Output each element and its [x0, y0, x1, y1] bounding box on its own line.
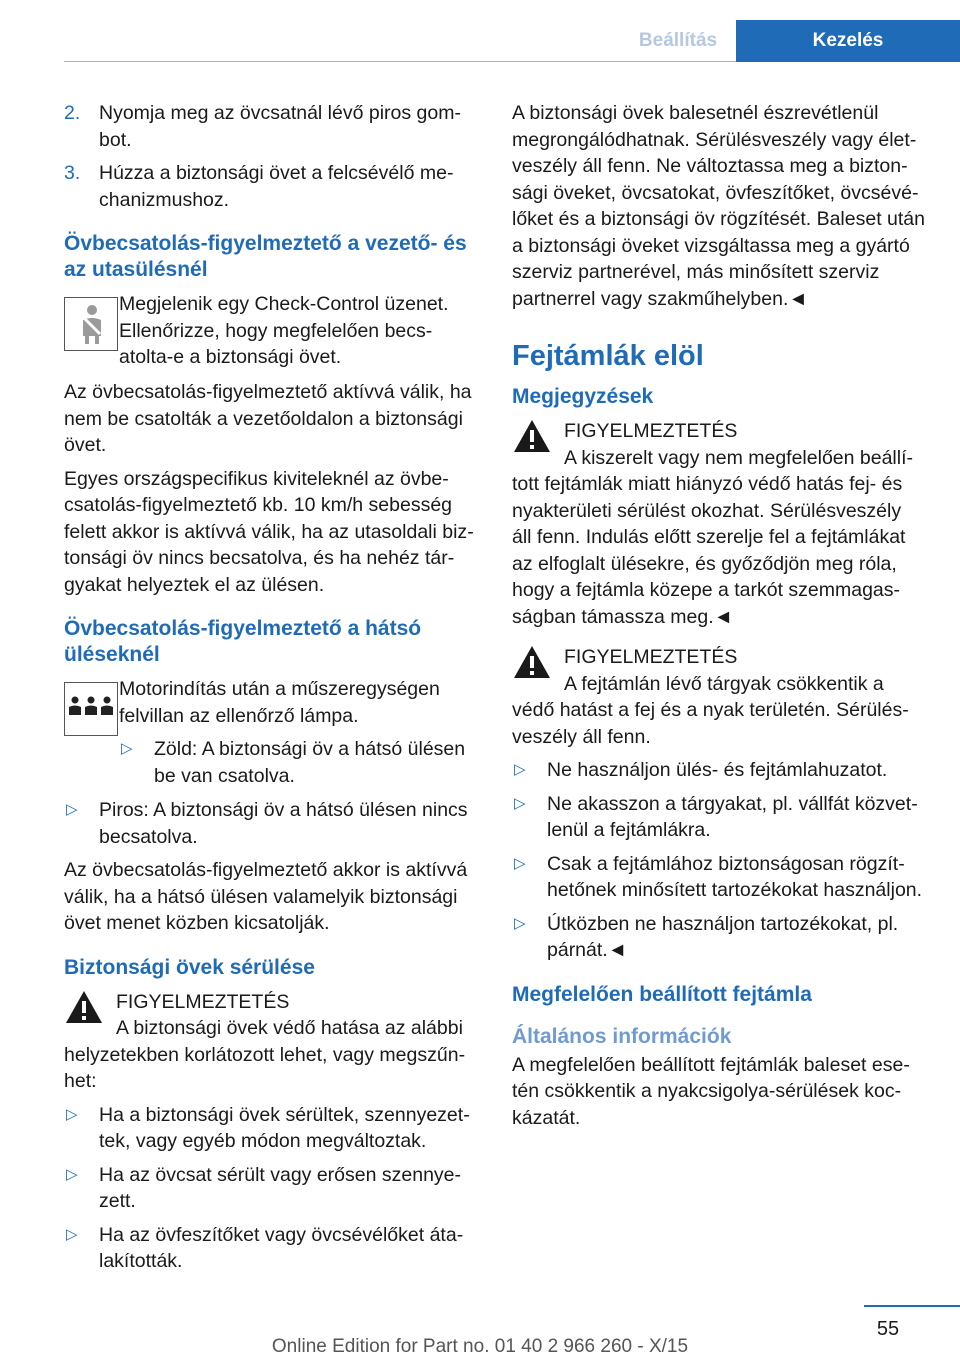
triangle-bullet-icon: ▷ — [514, 914, 526, 932]
heading-rear-seatbelt-warning: Övbecsatolás-figyelmeztető a hátsó üléseknél — [64, 617, 422, 666]
left-column — [64, 100, 478, 1282]
heading-driver-seatbelt-warning: Övbecsatolás-figyelmeztető a vezető- és az utasülésnél — [64, 232, 467, 281]
list-item — [64, 1162, 478, 1215]
warning-triangle-icon — [512, 418, 552, 454]
paragraph: Az övbecsatolás-figyelmeztető akkor is aktívvá válik, ha a hátsó ülésen valamelyik biztonsági övet menet közben kicsatolják. — [64, 859, 468, 934]
rear-icon-block — [64, 676, 478, 789]
triangle-bullet-icon: ▷ — [514, 794, 526, 812]
list-item — [512, 791, 926, 844]
warning-title: FIGYELMEZTETÉS — [116, 990, 290, 1013]
list-item-text: Piros: A biztonsági öv a hátsó ülésen nincs becsatolva. — [99, 799, 468, 848]
driver-icon-text: Megjelenik egy Check-Control üzenet. Ellenőrizze, hogy megfelelően becsatolta-e a biztonsági övet. — [119, 293, 449, 368]
list-item-text: Ne akasszon a tárgyakat, pl. vállfát közvetlenül a fejtámlákra. — [547, 792, 918, 841]
seatbelt-icon — [64, 297, 118, 351]
heading-seatbelt-damage: Biztonsági övek sérülése — [64, 955, 315, 979]
list-item-text: Ha a biztonsági övek sérültek, szennyezettek, vagy egyéb módon megváltoztak. — [99, 1103, 470, 1152]
heading-correct-headrest: Megfelelően beállított fejtámla — [512, 982, 812, 1006]
heading-notes: Megjegyzések — [512, 385, 654, 408]
heading-general-info: Általános információk — [512, 1024, 732, 1048]
list-item-green — [119, 736, 478, 789]
rear-seats-icon — [64, 682, 118, 736]
warning-text: A fejtámlán lévő tárgyak csökkentik a védő hatást a fej és a nyak területén. Sérülésveszély áll fenn. — [512, 672, 909, 748]
list-item-text: Útközben ne használjon tartozékokat, pl. párnát.◄ — [547, 912, 899, 961]
triangle-bullet-icon: ▷ — [66, 1165, 78, 1183]
paragraph: Egyes országspecifikus kiviteleknél az övbecsatolás-figyelmeztető kb. 10 km/h sebesség felett akkor is aktívvá válik, ha az utasoldali biztonsági öv nincs becsatolva, és ha nehéz tárgyakat helyeztek el az ülésen. — [64, 467, 474, 596]
triangle-bullet-icon: ▷ — [66, 1225, 78, 1243]
step-number: 3. — [64, 162, 81, 184]
list-item-text: Csak a fejtámlához biztonságosan rögzíthetőnek minősített tartozékokat használjon. — [547, 852, 923, 901]
step-number: 2. — [64, 102, 81, 124]
tab-beallitas[interactable]: Beállítás — [638, 30, 718, 51]
warning-text: A kiszerelt vagy nem megfelelően beállított fejtámlák miatt hiányzó védő hatás fej- és nyakterületi sérülést okozhat. Sérülésveszély áll fenn. Indulás előtt szerelje fel a fejtámlákat az elfoglalt ülésekre, és győződjön meg róla, hogy a fejtámla közepe a tarkót szemmagasságban támassza meg.◄ — [512, 446, 914, 628]
warning-triangle-icon — [512, 644, 552, 680]
warning-title: FIGYELMEZTETÉS — [564, 646, 738, 668]
paragraph: A biztonsági övek balesetnél észrevétlenül megrongálódhatnak. Sérülésveszély vagy életveszély áll fenn. Ne változtassa meg a biztonsági öveket, övcsatokat, övfeszítőket, övcsévélőket és a biztonsági öv rögzítését. Baleset után a biztonsági öveket vizsgáltassa meg a gyártó szerviz partnerével, más minősített szerviz partnerrel vagy szakműhelyben.◄ — [512, 102, 925, 310]
warning-block — [512, 644, 926, 750]
tab-kezeles[interactable]: Kezelés — [736, 20, 960, 62]
list-item — [64, 1222, 478, 1275]
edition-footer: Online Edition for Part no. 01 40 2 966 260 - X/15 — [271, 1336, 689, 1357]
warning-text: A biztonsági övek védő hatása az alábbi helyzetekben korlátozott lehet, vagy megszűnhet: — [64, 1017, 466, 1092]
page-number: 55 — [876, 1318, 900, 1340]
paragraph: Az övbecsatolás-figyelmeztető aktívvá válik, ha nem be csatolták a vezetőoldalon a biztonsági övet. — [64, 381, 472, 456]
list-item-text: Zöld: A biztonsági öv a hátsó ülésen be van csatolva. — [154, 738, 466, 787]
list-item-text: Ha az övcsat sérült vagy erősen szennyezett. — [99, 1163, 462, 1212]
step-text: Nyomja meg az övcsatnál lévő piros gombot. — [99, 102, 461, 151]
step-text: Húzza a biztonsági övet a felcsévélő mechanizmushoz. — [99, 162, 454, 211]
warning-title: FIGYELMEZTETÉS — [564, 420, 738, 442]
list-item — [512, 911, 926, 964]
step-3 — [64, 160, 478, 213]
step-2 — [64, 100, 478, 153]
heading-front-headrests: Fejtámlák elöl — [512, 340, 704, 372]
list-item — [512, 757, 926, 784]
list-item-text: Ha az övfeszítőket vagy övcsévélőket átalakították. — [99, 1223, 464, 1272]
list-item — [64, 1102, 478, 1155]
triangle-bullet-icon: ▷ — [66, 1105, 78, 1123]
paragraph: A megfelelően beállított fejtámlák baleset esetén csökkentik a nyakcsigolya-sérülések kockázatát. — [512, 1053, 910, 1129]
warning-triangle-icon — [64, 989, 104, 1025]
triangle-bullet-icon: ▷ — [121, 740, 133, 757]
warning-block — [64, 989, 478, 1095]
warning-block — [512, 418, 926, 630]
list-item — [512, 851, 926, 904]
list-item-text: Ne használjon ülés- és fejtámlahuzatot. — [547, 759, 888, 781]
right-column — [512, 100, 926, 1138]
rear-icon-text: Motorindítás után a műszeregységen felvillan az ellenőrző lámpa. — [119, 678, 440, 727]
triangle-bullet-icon: ▷ — [66, 801, 78, 818]
footer-rule — [864, 1305, 960, 1307]
list-item-red — [64, 797, 478, 850]
driver-icon-block — [64, 291, 478, 371]
triangle-bullet-icon: ▷ — [514, 854, 526, 872]
triangle-bullet-icon: ▷ — [514, 761, 526, 778]
